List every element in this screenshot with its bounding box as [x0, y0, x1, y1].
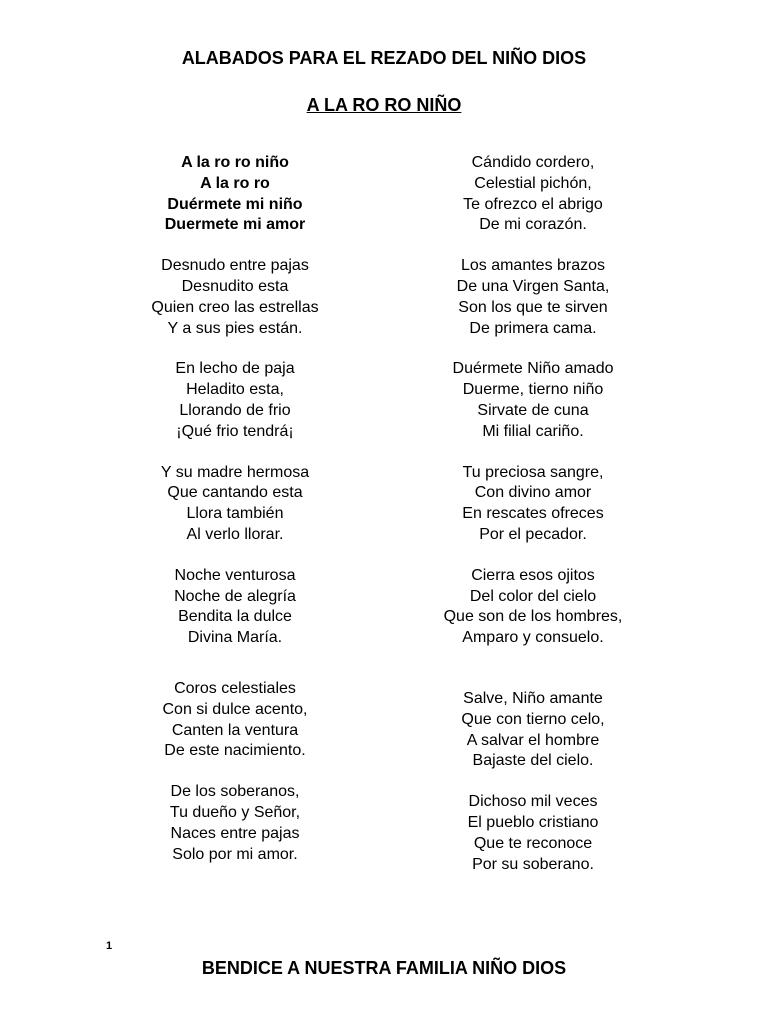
stanza — [100, 256, 370, 339]
verse-line: Heladito esta, — [186, 381, 284, 399]
stanza — [398, 689, 668, 772]
verse-line: Los amantes brazos — [460, 257, 606, 275]
verse-line: Llora también — [186, 505, 284, 523]
verse-line: Desnudito esta — [181, 277, 289, 295]
verse-line: Duérmete Niño amado — [452, 360, 614, 378]
verse-line: Cándido cordero, — [471, 154, 595, 171]
stanza — [100, 679, 370, 762]
stanza — [398, 792, 668, 875]
verse-line: Noche venturosa — [174, 566, 296, 584]
verse-line: De los soberanos, — [170, 783, 300, 801]
verse-line: Naces entre pajas — [170, 824, 300, 842]
stanza — [398, 566, 668, 649]
stanza — [398, 153, 668, 236]
verse-line: A salvar el hombre — [466, 731, 600, 749]
stanza — [100, 359, 370, 442]
verse-line: Que con tierno celo, — [461, 710, 605, 728]
verse-line: Por su soberano. — [472, 855, 594, 873]
verse-line: Que te reconoce — [473, 834, 593, 852]
verse-line: Canten la ventura — [171, 721, 299, 739]
verse-line: Duermete mi amor — [164, 216, 306, 234]
verse-line: Que cantando esta — [167, 484, 303, 502]
verse-line: Solo por mi amor. — [172, 845, 298, 863]
verse-line: Te ofrezco el abrigo — [463, 195, 603, 213]
verse-line: Desnudo entre pajas — [161, 257, 309, 275]
verse-line: Al verlo llorar. — [186, 525, 284, 543]
right-column — [398, 153, 668, 875]
verse-line: Dichoso mil veces — [468, 793, 598, 811]
verse-line: En rescates ofreces — [462, 505, 604, 523]
verse-line: Son los que te sirven — [458, 298, 608, 316]
stanza — [100, 782, 370, 865]
verse-line: Amparo y consuelo. — [462, 629, 604, 647]
verse-line: Mi filial cariño. — [482, 422, 584, 440]
verse-line: Del color del cielo — [469, 587, 597, 605]
verse-line: Celestial pichón, — [474, 174, 592, 192]
footer-title: BENDICE A NUESTRA FAMILIA NIÑO DIOS — [201, 958, 567, 978]
verse-line: Sirvate de cuna — [477, 401, 589, 419]
page-number: 1 — [106, 940, 113, 952]
verse-line: Con si dulce acento, — [162, 700, 308, 718]
verse-line: El pueblo cristiano — [467, 813, 599, 831]
document-title: ALABADOS PARA EL REZADO DEL NIÑO DIOS — [181, 48, 587, 68]
stanza — [398, 256, 668, 339]
verse-line: Por el pecador. — [479, 525, 587, 543]
verse-line: Con divino amor — [474, 484, 592, 502]
verse-line: Duerme, tierno niño — [462, 381, 604, 399]
verse-line: De mi corazón. — [479, 216, 587, 234]
left-column — [100, 153, 370, 865]
verse-line: Noche de alegría — [174, 587, 296, 605]
stanza — [100, 463, 370, 546]
verse-line: Llorando de frio — [179, 401, 291, 419]
stanza — [100, 566, 370, 649]
verse-line: Y su madre hermosa — [160, 463, 310, 481]
verse-line: A la ro ro — [200, 174, 270, 192]
verse-line: Cierra esos ojitos — [471, 566, 595, 584]
stanza — [398, 359, 668, 442]
verse-line: Bendita la dulce — [178, 608, 292, 626]
stanza — [398, 463, 668, 546]
verse-line: ¡Qué frio tendrá¡ — [176, 422, 294, 440]
verse-line: A la ro ro niño — [181, 154, 289, 171]
verse-line: Tu dueño y Señor, — [169, 803, 301, 821]
verse-line: Coros celestiales — [174, 679, 296, 697]
song-title — [0, 94, 768, 116]
verse-line: Bajaste del cielo. — [472, 752, 594, 770]
verse-line: Tu preciosa sangre, — [462, 463, 604, 481]
verse-line: Divina María. — [187, 629, 283, 647]
verse-line: De una Virgen Santa, — [456, 277, 610, 295]
verse-line: Y a sus pies están. — [167, 319, 303, 337]
song-title-text: A LA RO RO NIÑO — [306, 95, 462, 115]
verse-line: De primera cama. — [469, 319, 597, 337]
verse-line: De este nacimiento. — [164, 742, 306, 760]
verse-line: Salve, Niño amante — [463, 689, 603, 707]
verse-line: En lecho de paja — [175, 360, 295, 378]
verse-line: Duérmete mi niño — [167, 195, 303, 213]
verse-line: Quien creo las estrellas — [151, 298, 319, 316]
stanza — [100, 153, 370, 236]
verse-line: Que son de los hombres, — [443, 608, 623, 626]
